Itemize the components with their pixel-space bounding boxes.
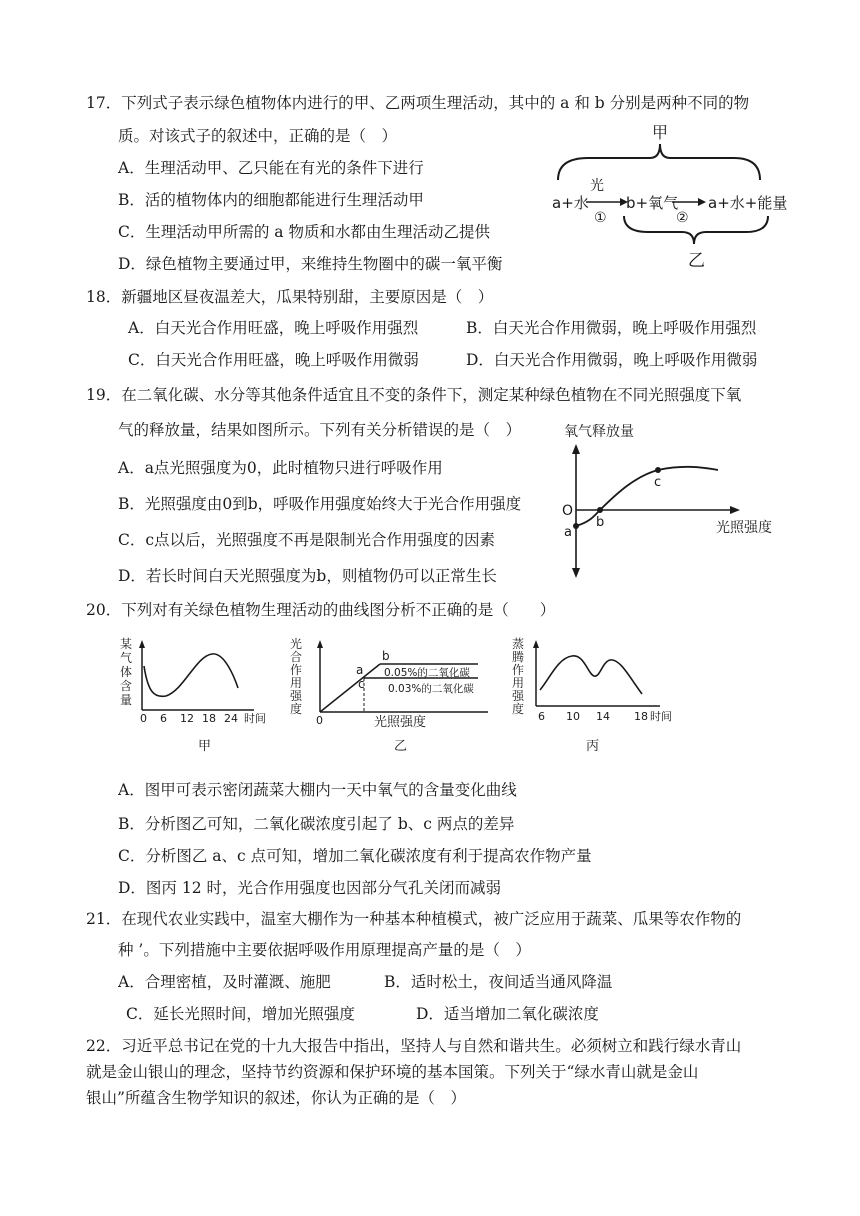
q20-jia-ylabel-5: 量 — [120, 693, 133, 707]
q20-option-b: B．分析图乙可知，二氧化碳浓度引起了 b、c 两点的差异 — [118, 815, 515, 833]
q20-jia-tick-0: 0 — [140, 712, 147, 725]
q22-line3: 银山”所蕴含生物学知识的叙述，你认为正确的是（ ） — [86, 1089, 466, 1107]
q20-bing-ylabel-5: 强 — [512, 689, 525, 703]
q19-point-c — [655, 467, 661, 473]
q19-label-b: b — [596, 515, 605, 530]
q20-stem: 20．下列对有关绿色植物生理活动的曲线图分析不正确的是（ ） — [86, 601, 556, 619]
q20-jia-ylabel-4: 含 — [120, 679, 133, 693]
q20-yi-x-label: 光照强度 — [374, 715, 427, 730]
q20-figure-bing — [510, 636, 690, 756]
q19-option-a: A．a点光照强度为0，此时植物只进行呼吸作用 — [118, 459, 443, 477]
q20-yi-ylabel-3: 作 — [290, 663, 303, 677]
q20-yi-ylabel-1: 光 — [290, 637, 303, 651]
q21-option-c: C．延长光照时间，增加光照强度 — [126, 1005, 355, 1023]
q20-bing-caption: 丙 — [586, 739, 600, 754]
q20-bing-tick-10: 10 — [566, 710, 580, 723]
q20-yi-label-a: a — [356, 663, 364, 677]
q21-stem-line2: 种 ’。下列措施中主要依据呼吸作用原理提高产量的是（ ） — [118, 941, 531, 959]
q17-right-side: a+水+能量 — [708, 194, 788, 212]
q17-option-d: D．绿色植物主要通过甲，来维持生物圈中的碳一氧平衡 — [118, 255, 503, 273]
q20-jia-ylabel-3: 体 — [120, 665, 133, 679]
q20-yi-ylabel-5: 强 — [290, 689, 303, 703]
q17-step-1: ① — [594, 210, 607, 226]
q17-middle: b+氧气 — [626, 194, 679, 212]
q18-option-a: A．白天光合作用旺盛，晚上呼吸作用强烈 — [128, 319, 419, 337]
q19-y-arrowhead-up — [572, 444, 580, 454]
q19-origin-label: O — [562, 503, 574, 519]
q19-label-c: c — [654, 475, 662, 490]
q20-yi-label-c: c — [358, 677, 365, 691]
q20-bing-ylabel-4: 用 — [512, 676, 525, 690]
q17-option-b: B．活的植物体内的细胞都能进行生理活动甲 — [118, 191, 424, 209]
q20-option-d: D．图丙 12 时，光合作用强度也因部分气孔关闭而减弱 — [118, 879, 502, 897]
q20-bing-ylabel-3: 作 — [512, 663, 525, 677]
q19-x-axis-label: 光照强度 — [716, 520, 772, 536]
q20-yi-ylabel-6: 度 — [290, 702, 303, 716]
q20-bing-y-arrowhead — [533, 640, 539, 648]
q21-option-d: D．适当增加二氧化碳浓度 — [416, 1005, 599, 1023]
q22-line1: 22．习近平总书记在党的十九大报告中指出，坚持人与自然和谐共生。必须树立和践行绿水青山 — [86, 1037, 742, 1055]
q20-bing-ylabel-6: 度 — [512, 702, 525, 716]
q17-step-2: ② — [676, 210, 689, 226]
q20-yi-caption: 乙 — [394, 739, 408, 754]
q18-option-c: C．白天光合作用旺盛，晚上呼吸作用微弱 — [128, 351, 419, 369]
q19-label-a: a — [564, 525, 572, 540]
q20-option-c: C．分析图乙 a、c 点可知，增加二氧化碳浓度有利于提高农作物产量 — [118, 847, 592, 865]
q17-stem-line1: 17．下列式子表示绿色植物体内进行的甲、乙两项生理活动，其中的 a 和 b 分别是两种不同的物 — [86, 94, 750, 112]
q21-stem-line1: 21．在现代农业实践中，温室大棚作为一种基本种植模式，被广泛应用于蔬菜、瓜果等农作物的 — [86, 910, 742, 928]
q21-option-a: A．合理密植，及时灌溉、施肥 — [118, 973, 331, 991]
q20-yi-origin: 0 — [316, 714, 323, 727]
q18-option-d: D．白天光合作用微弱，晚上呼吸作用微弱 — [466, 351, 758, 369]
q20-yi-line-rise — [320, 664, 380, 712]
q18-option-b: B．白天光合作用微弱，晚上呼吸作用强烈 — [466, 319, 757, 337]
q20-jia-tick-24: 24 — [224, 712, 238, 725]
q20-yi-ylabel-2: 合 — [290, 650, 303, 664]
q19-point-b — [597, 507, 603, 513]
q19-option-d: D．若长时间白天光照强度为b，则植物仍可以正常生长 — [118, 567, 497, 585]
q19-y-axis-label: 氧气释放量 — [564, 424, 634, 440]
q17-label-jia: 甲 — [652, 123, 669, 142]
q19-y-arrowhead-down — [572, 568, 580, 578]
q17-left-side: a+水 — [552, 194, 589, 212]
q19-option-b: B．光照强度由0到b，呼吸作用强度始终大于光合作用强度 — [118, 495, 522, 513]
q17-stem-line2: 质。对该式子的叙述中，正确的是（ ） — [118, 127, 398, 145]
q17-label-light: 光 — [590, 178, 604, 194]
q17-label-yi: 乙 — [688, 251, 705, 271]
q20-jia-x-unit: 时间 — [244, 712, 266, 725]
q19-point-a — [573, 523, 579, 529]
q20-yi-series-high: 0.05%的二氧化碳 — [384, 667, 470, 679]
q20-jia-y-arrowhead — [139, 640, 145, 648]
q17-option-c: C．生理活动甲所需的 a 物质和水都由生理活动乙提供 — [118, 223, 490, 241]
q20-bing-x-unit: 时间 — [650, 710, 672, 723]
q22-line2: 就是金山银山的理念，坚持节约资源和保护环境的基本国策。下列关于“绿水青山就是金山 — [86, 1063, 699, 1081]
q20-jia-tick-6: 6 — [160, 712, 167, 725]
q20-bing-ylabel-1: 蒸 — [512, 637, 525, 651]
q20-yi-y-arrowhead — [317, 640, 323, 648]
q20-jia-ylabel-1: 某 — [120, 637, 133, 651]
q20-bing-tick-6: 6 — [538, 710, 545, 723]
q18-stem: 18．新疆地区昼夜温差大，瓜果特别甜，主要原因是（ ） — [86, 288, 494, 306]
q20-bing-ylabel-2: 腾 — [512, 650, 525, 664]
q20-yi-label-b: b — [382, 649, 390, 663]
q17-arrowhead-2 — [698, 198, 706, 206]
q19-stem-line1: 19．在二氧化碳、水分等其他条件适宜且不变的条件下，测定某种绿色植物在不同光照强度下氧 — [86, 386, 742, 404]
q17-brace-bottom — [624, 216, 768, 244]
q20-bing-curve — [540, 656, 642, 694]
q17-reaction-diagram — [548, 120, 788, 275]
q20-option-a: A．图甲可表示密闭蔬菜大棚内一天中氧气的含量变化曲线 — [118, 781, 517, 799]
q20-yi-ylabel-4: 用 — [290, 676, 303, 690]
q20-yi-series-low: 0.03%的二氧化碳 — [388, 683, 474, 695]
q19-option-c: C．c点以后，光照强度不再是限制光合作用强度的因素 — [118, 531, 496, 549]
q20-jia-caption: 甲 — [198, 739, 212, 754]
q20-jia-curve — [144, 654, 238, 696]
q17-option-a: A．生理活动甲、乙只能在有光的条件下进行 — [118, 159, 424, 177]
q19-x-arrowhead — [730, 506, 740, 514]
q20-jia-ylabel-2: 气 — [120, 651, 133, 665]
q19-oxygen-graph — [556, 420, 786, 580]
q20-bing-tick-18: 18 — [634, 710, 648, 723]
q20-jia-tick-18: 18 — [202, 712, 216, 725]
q21-option-b: B．适时松土，夜间适当通风降温 — [384, 973, 613, 991]
q19-stem-line2: 气的释放量，结果如图所示。下列有关分析错误的是（ ） — [118, 421, 522, 439]
q20-figure-yi — [288, 636, 508, 756]
q20-figure-jia — [118, 636, 278, 756]
q20-jia-tick-12: 12 — [180, 712, 194, 725]
q17-brace-top — [558, 144, 760, 180]
q20-bing-tick-14: 14 — [596, 710, 610, 723]
